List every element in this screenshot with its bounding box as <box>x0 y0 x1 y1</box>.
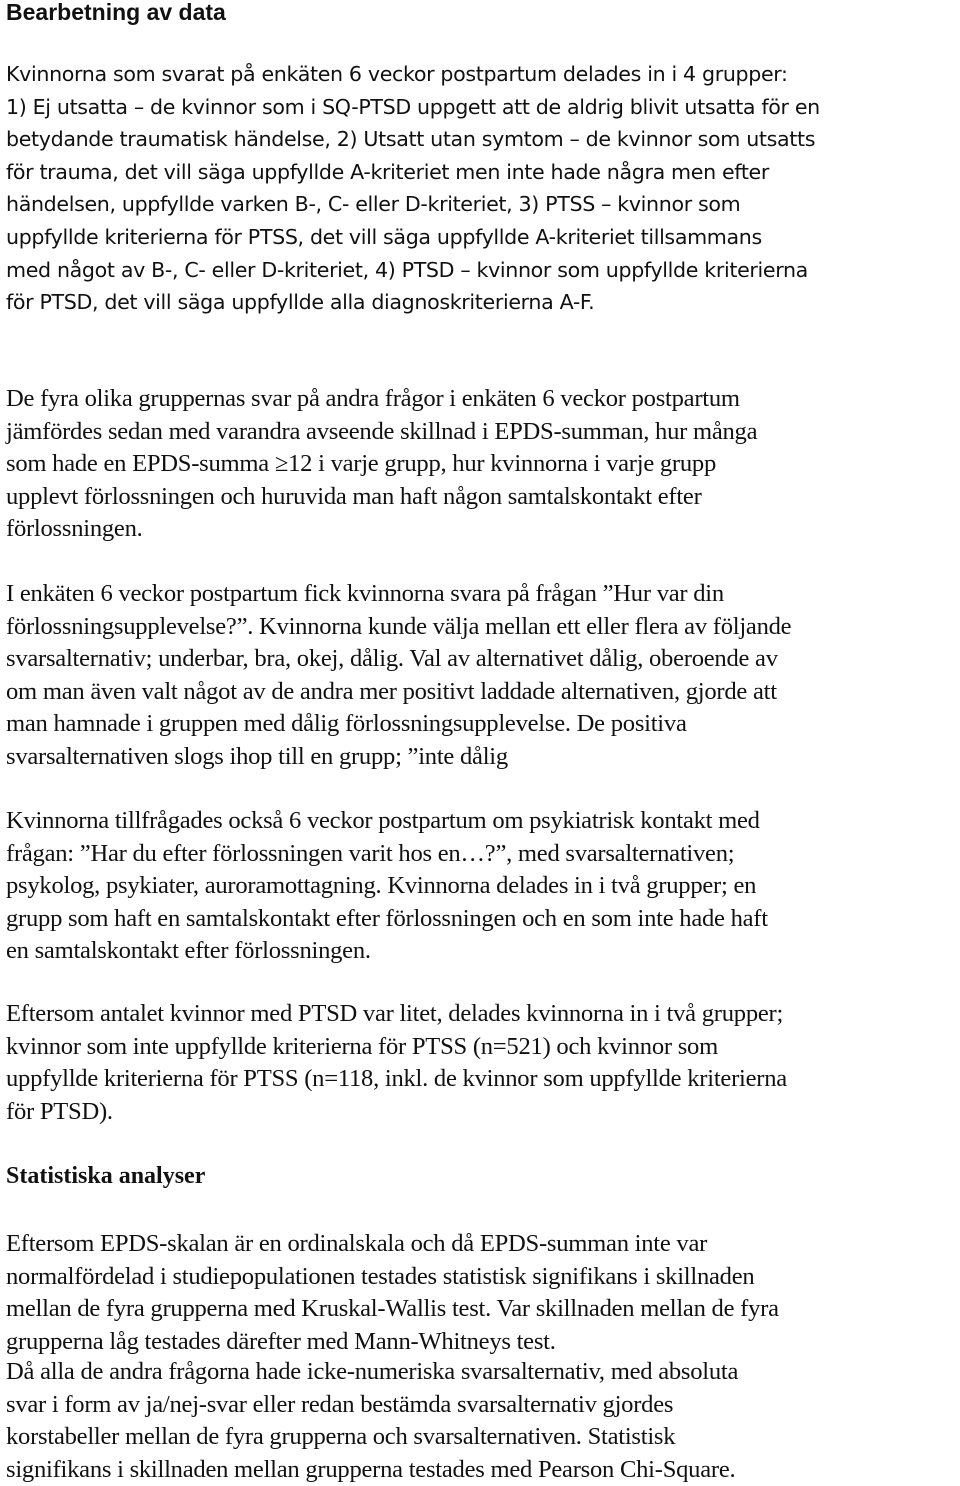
paragraph-ptsd-groups <box>6 998 958 1128</box>
text-line: jämfördes sedan med varandra avseende skillnad i EPDS-summan, hur många <box>6 417 758 445</box>
paragraph-groups <box>6 58 958 319</box>
text-line: händelsen, uppfyllde varken B-, C- eller D-kriteriet, 3) PTSS – kvinnor som <box>6 192 741 217</box>
text-line: Eftersom EPDS-skalan är en ordinalskala och då EPDS-summan inte var <box>6 1230 708 1257</box>
text-line: betydande traumatisk händelse, 2) Utsatt utan symtom – de kvinnor som utsatts <box>6 127 816 152</box>
text-line: signifikans i skillnaden mellan grupperna testades med Pearson Chi-Square. <box>6 1455 736 1483</box>
text-line: 1) Ej utsatta – de kvinnor som i SQ-PTSD uppgett att de aldrig blivit utsatta för en <box>6 94 820 119</box>
document-page <box>6 0 958 1483</box>
text-line: kvinnor som inte uppfyllde kriterierna för PTSS (n=521) och kvinnor som <box>6 1032 718 1060</box>
text-line: psykolog, psykiater, auroramottagning. Kvinnorna delades in i två grupper; en <box>6 872 757 900</box>
text-line: man hamnade i gruppen med dålig förlossningsupplevelse. De positiva <box>6 710 687 738</box>
text-line: med något av B-, C- eller D-kriteriet, 4) PTSD – kvinnor som uppfyllde kriterierna <box>6 257 808 282</box>
text-line: korstabeller mellan de fyra grupperna och svarsalternativen. Statistisk <box>6 1423 676 1451</box>
text-line: upplevt förlossningen och huruvida man haft någon samtalskontakt efter <box>6 482 702 510</box>
text-line: Kvinnorna tillfrågades också 6 veckor postpartum om psykiatrisk kontakt med <box>6 807 760 834</box>
text-line: svar i form av ja/nej-svar eller redan bestämda svarsalternativ gjordes <box>6 1390 674 1418</box>
text-line: Kvinnorna som svarat på enkäten 6 veckor postpartum delades in i 4 grupper: <box>6 62 788 86</box>
text-line: för trauma, det vill säga uppfyllde A-kriteriet men inte hade några men efter <box>6 159 769 184</box>
text-line: uppfyllde kriterierna för PTSS, det vill säga uppfyllde A-kriteriet tillsammans <box>6 224 762 249</box>
section-heading-statistiska-analyser: Statistiska analyser <box>6 1163 206 1189</box>
text-line: grupp som haft en samtalskontakt efter förlossningen och en som inte hade haft <box>6 904 768 932</box>
text-line: uppfyllde kriterierna för PTSS (n=118, inkl. de kvinnor som uppfyllde kriterierna <box>6 1065 787 1093</box>
text-line: normalfördelad i studiepopulationen testades statistisk signifikans i skillnaden <box>6 1262 755 1290</box>
text-line: förlossningen. <box>6 515 143 543</box>
text-line: som hade en EPDS-summa ≥12 i varje grupp, hur kvinnorna i varje grupp <box>6 450 717 478</box>
text-line: en samtalskontakt efter förlossningen. <box>6 937 371 965</box>
text-line: för PTSD). <box>6 1097 113 1125</box>
paragraph-birth-experience <box>6 578 958 774</box>
text-line: De fyra olika gruppernas svar på andra frågor i enkäten 6 veckor postpartum <box>6 385 740 412</box>
text-line: för PTSD, det vill säga uppfyllde alla diagnoskriterierna A-F. <box>6 290 595 315</box>
paragraph-psychiatric-contact <box>6 805 958 968</box>
text-line: grupperna låg testades därefter med Mann-Whitneys test. <box>6 1327 556 1355</box>
text-line: Då alla de andra frågorna hade icke-numeriska svarsalternativ, med absoluta <box>6 1358 739 1385</box>
text-line: om man även valt något av de andra mer positivt laddade alternativen, gjorde att <box>6 677 777 705</box>
paragraph-epds-tests <box>6 1228 958 1358</box>
paragraph-chi-square <box>6 1356 958 1486</box>
paragraph-comparison <box>6 383 958 546</box>
text-line: förlossningsupplevelse?”. Kvinnorna kunde välja mellan ett eller flera av följande <box>6 612 792 640</box>
text-line: svarsalternativ; underbar, bra, okej, dålig. Val av alternativet dålig, oberoende av <box>6 645 778 673</box>
section-heading-bearbetning: Bearbetning av data <box>6 0 226 25</box>
text-line: I enkäten 6 veckor postpartum fick kvinnorna svara på frågan ”Hur var din <box>6 580 724 607</box>
text-line: mellan de fyra grupperna med Kruskal-Wallis test. Var skillnaden mellan de fyra <box>6 1295 779 1323</box>
text-line: svarsalternativen slogs ihop till en grupp; ”inte dålig <box>6 742 508 770</box>
text-line: Eftersom antalet kvinnor med PTSD var litet, delades kvinnorna in i två grupper; <box>6 1000 784 1027</box>
text-line: frågan: ”Har du efter förlossningen varit hos en…?”, med svarsalternativen; <box>6 839 735 867</box>
